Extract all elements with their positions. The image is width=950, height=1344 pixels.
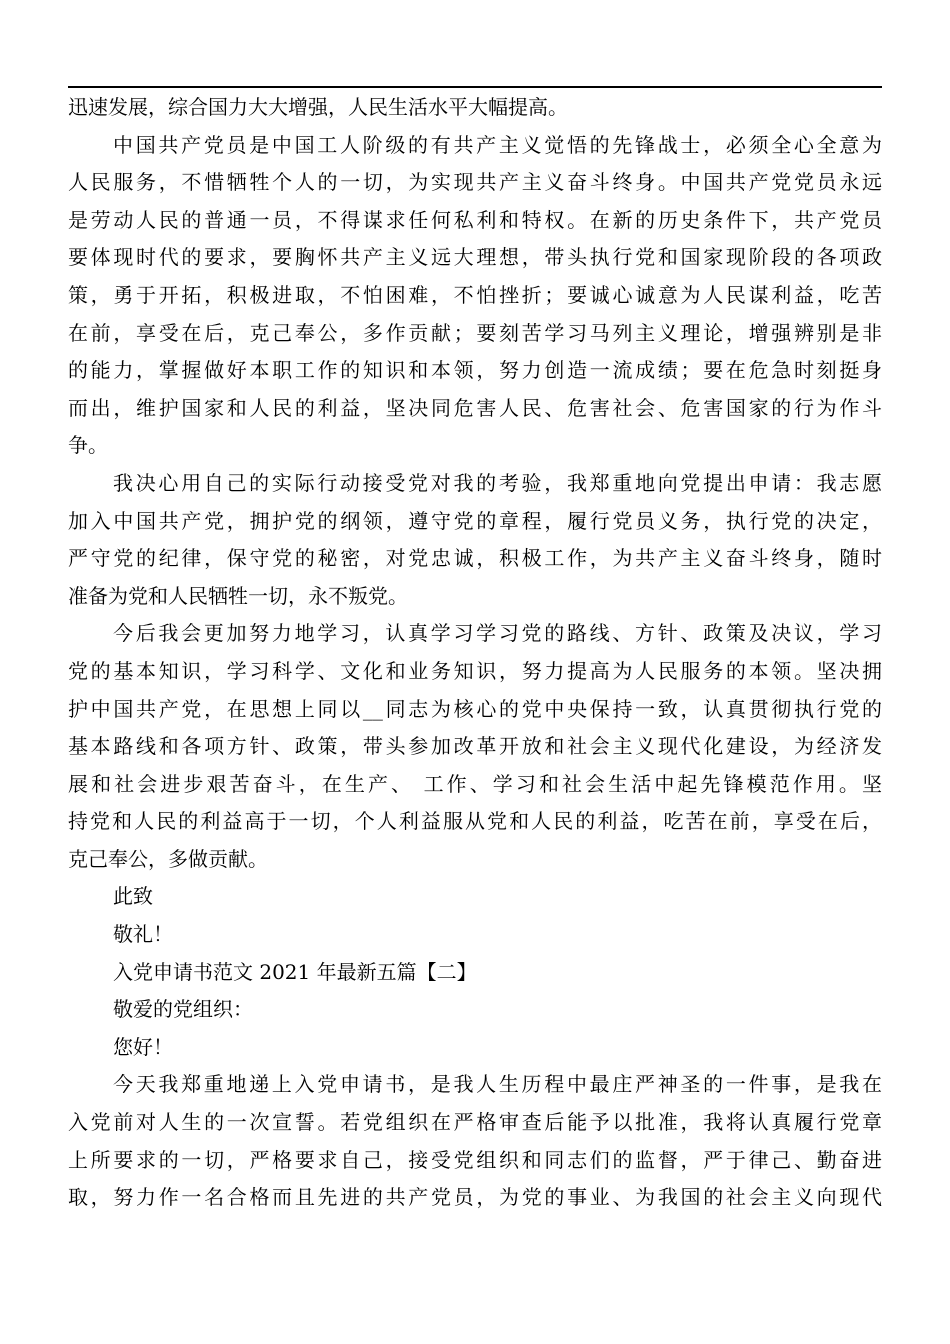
text-line: 今后我会更加努力地学习，认真学习学习党的路线、方针、政策及决议，学习 — [113, 621, 882, 646]
text-line: 党的基本知识，学习科学、文化和业务知识，努力提高为人民服务的本领。坚决拥 — [68, 658, 882, 683]
text-line: 今天我郑重地递上入党申请书，是我人生历程中最庄严神圣的一件事，是我在 — [113, 1072, 882, 1097]
text-line: 护中国共产党，在思想上同以__同志为核心的党中央保持一致，认真贯彻执行党的 — [68, 696, 882, 721]
text-line: 克己奉公，多做贡献。 — [68, 846, 268, 871]
text-line: 争。 — [68, 433, 108, 458]
text-line: 您好！ — [113, 1034, 173, 1059]
text-line: 入党前对人生的一次宣誓。若党组织在严格审查后能予以批准，我将认真履行党章 — [68, 1110, 882, 1135]
text-line: 中国共产党员是中国工人阶级的有共产主义觉悟的先锋战士，必须全心全意为 — [113, 132, 882, 157]
text-line: 上所要求的一切，严格要求自己，接受党组织和同志们的监督，严于律己、勤奋进 — [68, 1147, 882, 1172]
text-line: 我决心用自己的实际行动接受党对我的考验，我郑重地向党提出申请：我志愿 — [113, 470, 882, 495]
text-line: 此致 — [113, 884, 153, 909]
text-line: 迅速发展，综合国力大大增强，人民生活水平大幅提高。 — [68, 95, 568, 119]
text-line: 加入中国共产党，拥护党的纲领，遵守党的章程，履行党员义务，执行党的决定， — [68, 508, 882, 533]
document-body — [68, 89, 882, 1217]
text-line: 敬爱的党组织： — [113, 997, 253, 1022]
text-line: 是劳动人民的普通一员，不得谋求任何私利和特权。在新的历史条件下，共产党员 — [68, 207, 882, 232]
text-line: 基本路线和各项方针、政策，带头参加改革开放和社会主义现代化建设，为经济发 — [68, 734, 882, 759]
text-line: 人民服务，不惜牺牲个人的一切，为实现共产主义奋斗终身。中国共产党党员永远 — [68, 170, 882, 195]
text-line: 准备为党和人民牺牲一切，永不叛党。 — [68, 583, 408, 608]
text-line: 持党和人民的利益高于一切，个人利益服从党和人民的利益，吃苦在前，享受在后， — [68, 809, 882, 834]
text-line: 要体现时代的要求，要胸怀共产主义远大理想，带头执行党和国家现阶段的各项政 — [68, 245, 882, 270]
text-line: 在前，享受在后，克己奉公，多作贡献；要刻苦学习马列主义理论，增强辨别是非 — [68, 320, 882, 345]
header-rule — [68, 86, 882, 88]
text-line: 展和社会进步艰苦奋斗，在生产、 工作、学习和社会生活中起先锋模范作用。坚 — [68, 771, 882, 796]
text-line: 敬礼！ — [113, 922, 173, 947]
text-line: 的能力，掌握做好本职工作的知识和本领，努力创造一流成绩；要在危急时刻挺身 — [68, 358, 882, 383]
text-line: 策，勇于开拓，积极进取，不怕困难，不怕挫折；要诚心诚意为人民谋利益，吃苦 — [68, 282, 882, 307]
text-line: 而出，维护国家和人民的利益，坚决同危害人民、危害社会、危害国家的行为作斗 — [68, 395, 882, 420]
text-line: 严守党的纪律，保守党的秘密，对党忠诚，积极工作，为共产主义奋斗终身，随时 — [68, 546, 882, 571]
text-line: 取，努力作一名合格而且先进的共产党员，为党的事业、为我国的社会主义向现代 — [68, 1185, 882, 1210]
text-line: 入党申请书范文 2021 年最新五篇【二】 — [113, 959, 477, 984]
